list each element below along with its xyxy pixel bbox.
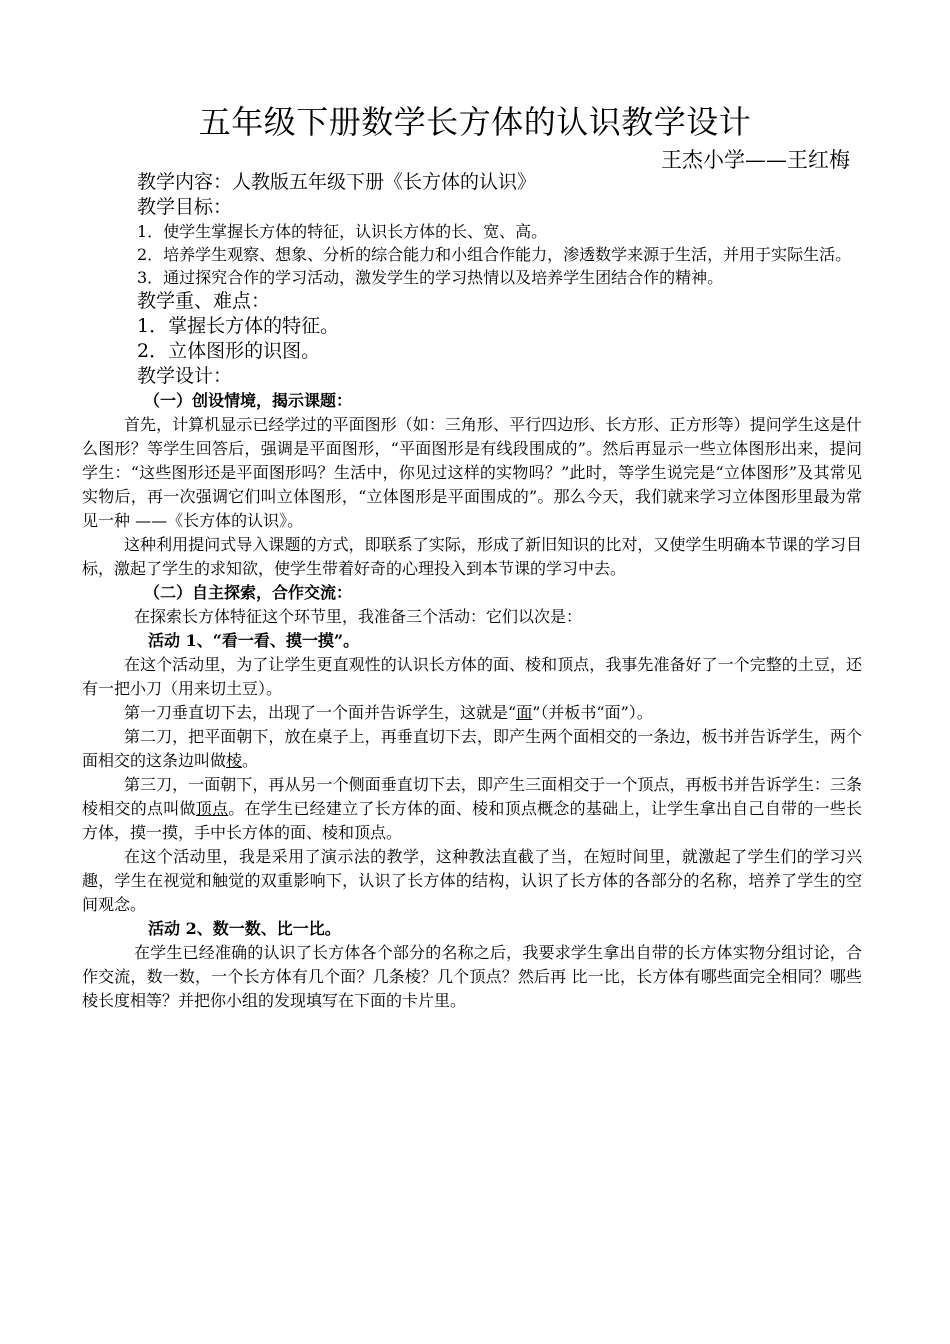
paragraph: 在学生已经准确的认识了长方体各个部分的名称之后，我要求学生拿出自带的长方体实物分组讨论，合作交流，数一数，一个长方体有几个面？几条棱？几个顶点？然后再 比一比，长方体有哪些面完全相同？哪些棱长度相等？并把你小组的发现填写在下面的卡片里。 xyxy=(82,943,862,1010)
section-heading: （一）创设情境，揭示课题： xyxy=(144,391,353,410)
activity-heading: 活动 2、数一数、比一比。 xyxy=(148,919,341,938)
paragraph: 第三刀，一面朝下，再从另一个侧面垂直切下去，即产生三面相交于一个顶点，再板书并告诉学生：三条棱相交的点叫做顶点。在学生已经建立了长方体的面、棱和顶点概念的基础上，让学生拿出自己自带的一些长方体，摸一摸，手中长方体的面、棱和顶点。 xyxy=(82,775,862,842)
goal-item: 2．培养学生观察、想象、分析的综合能力和小组合作能力，渗透数学来源于生活，并用于实际生活。 xyxy=(137,245,852,264)
paragraph: 第一刀垂直切下去，出现了一个面并告诉学生，这就是“面”（并板书“面”）。 xyxy=(124,703,653,722)
document-body xyxy=(82,170,862,1013)
key-point-item: 1．掌握长方体的特征。 xyxy=(137,315,340,337)
key-point-item: 2．立体图形的识图。 xyxy=(137,340,321,362)
activity-heading: 活动 1、“看一看、摸一摸”。 xyxy=(148,631,360,650)
goal-item: 1．使学生掌握长方体的特征，认识长方体的长、宽、高。 xyxy=(137,222,548,241)
underlined-term: 顶点 xyxy=(195,799,229,818)
teaching-content: 教学内容：人教版五年级下册《长方体的认识》 xyxy=(137,171,537,193)
paragraph: 首先，计算机显示已经学过的平面图形（如：三角形、平行四边形、长方形、正方形等）提问学生这是什么图形？等学生回答后，强调是平面图形，“平面图形是有线段围成的”。然后再显示一些立体图形出来，提问学生：“这些图形还是平面图形吗？生活中，你见过这样的实物吗？”此时，等学生说完是“立体图形”及其常见实物后，再一次强调它们叫立体图形，“立体图形是平面围成的”。那么今天，我们就来学习立体图形里最为常见一种 ——《长方体的认识》。 xyxy=(82,415,862,530)
paragraph: 在探索长方体特征这个环节里，我准备三个活动：它们以次是： xyxy=(134,607,583,626)
design-heading: 教学设计： xyxy=(137,365,233,387)
author-line: 王杰小学——王红梅 xyxy=(661,148,850,172)
goal-item: 3．通过探究合作的学习活动，激发学生的学习热情以及培养学生团结合作的精神。 xyxy=(137,268,724,287)
paragraph: 第二刀，把平面朝下，放在桌子上，再垂直切下去，即产生两个面相交的一条边，板书并告诉学生，两个面相交的这条边叫做棱。 xyxy=(82,727,862,770)
document-title: 五年级下册数学长方体的认识教学设计 xyxy=(198,103,752,141)
paragraph: 在这个活动里，我是采用了演示法的教学，这种教法直截了当，在短时间里，就激起了学生们的学习兴趣，学生在视觉和触觉的双重影响下，认识了长方体的结构，认识了长方体的各部分的名称，培养了学生的空间观念。 xyxy=(82,847,862,914)
underlined-term: 面 xyxy=(516,703,533,722)
underlined-term: 棱 xyxy=(226,751,243,770)
section-heading: （二）自主探索，合作交流： xyxy=(144,583,353,602)
paragraph: 在这个活动里，为了让学生更直观性的认识长方体的面、棱和顶点，我事先准备好了一个完整的土豆，还有一把小刀（用来切土豆）。 xyxy=(82,655,862,698)
goals-heading: 教学目标： xyxy=(137,196,233,218)
key-points-heading: 教学重、难点： xyxy=(137,290,271,312)
paragraph: 这种利用提问式导入课题的方式，即联系了实际，形成了新旧知识的比对，又使学生明确本节课的学习目标，激起了学生的求知欲，使学生带着好奇的心理投入到本节课的学习中去。 xyxy=(82,535,862,578)
